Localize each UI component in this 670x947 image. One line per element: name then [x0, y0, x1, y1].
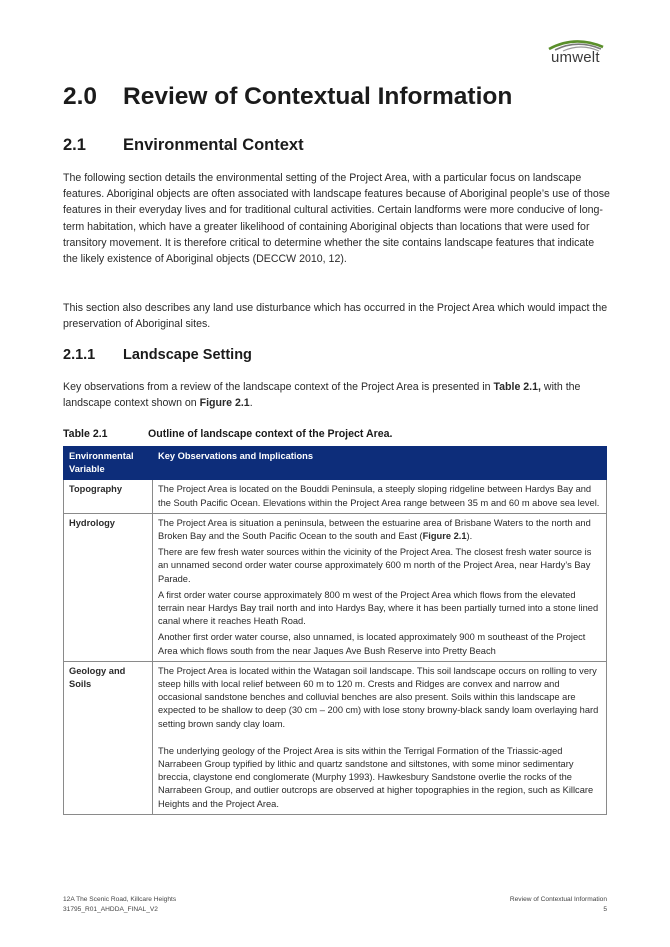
observation-text [158, 517, 601, 543]
subsection-number: 2.1.1 [63, 347, 96, 363]
column-header-variable: Environmental Variable [64, 447, 153, 480]
figure-reference: Figure 2.1 [199, 397, 250, 410]
figure-reference: Figure 2.1 [422, 531, 467, 542]
table-row [64, 480, 607, 513]
subsection-heading [63, 347, 252, 363]
logo-text: umwelt [551, 49, 600, 66]
chapter-heading [63, 83, 512, 111]
row-observations [153, 513, 607, 661]
subsection-title: Landscape Setting [123, 347, 252, 363]
observation-text-end: ). [466, 531, 473, 542]
paragraph-intro [63, 379, 611, 411]
table-header-row [64, 447, 607, 480]
chapter-title: Review of Contextual Information [123, 83, 513, 110]
row-variable: Hydrology [64, 513, 153, 661]
intro-text-end: . [249, 397, 253, 410]
table-caption-number: Table 2.1 [63, 428, 108, 440]
table-row [64, 513, 607, 661]
row-observations [153, 480, 607, 513]
paragraph-land-use: This section also describes any land use disturbance which has occurred in the Project Area which would impact the preservation of Aboriginal sites. [63, 302, 608, 331]
section-title: Environmental Context [123, 136, 304, 154]
table-caption-title: Outline of landscape context of the Project Area. [148, 428, 393, 440]
observation-text: The Project Area is located on the Bouddi Peninsula, a steeply sloping ridgeline between Hardys Bay and the South Pacific Ocean. Elevations within the Project Area range between 35 m and 60 m above sea level. [158, 484, 600, 508]
column-header-observations: Key Observations and Implications [153, 447, 607, 480]
observation-text: There are few fresh water sources within the vicinity of the Project Area. The closest fresh water source is an unnamed second order water course approximately 600 m north of the Project Area, near Hardy’s Bay Parade. [158, 547, 592, 584]
section-number: 2.1 [63, 136, 86, 154]
row-observations [153, 661, 607, 814]
intro-text-middle: with the landscape context shown on [63, 381, 581, 410]
footer-right [510, 895, 607, 915]
section-heading [63, 136, 304, 155]
chapter-number: 2.0 [63, 83, 98, 110]
row-variable: Topography [64, 480, 153, 513]
table-reference: Table 2.1, [493, 381, 541, 393]
intro-text: Key observations from a review of the landscape context of the Project Area is presented in [63, 381, 494, 393]
paragraph-landscape-features: The following section details the environmental setting of the Project Area, with a particular focus on landscape features. Aboriginal objects are often associated with landscape features because of Aboriginal people’s use of those features in their everyday lives and for traditional cultural activities. Certain landforms were more conducive of long-term habitation, which have a greater likelihood of containing Aboriginal objects than locations that were used for transitory movement. It is therefore critical to determine whether the site contains landscape features that indicate the likely existence of Aboriginal objects (DECCW 2010, 12). [63, 172, 610, 266]
footer-document-code: 31795_R01_AHDDA_FINAL_V2 [63, 906, 158, 913]
page-number: 5 [603, 906, 607, 913]
observation-text: Another first order water course, also unnamed, is located approximately 900 m southeast of the Project Area which flows south from the near Jaques Ave Bush Reserve into Pretty Beach [158, 632, 586, 656]
observation-text: The Project Area is located within the Watagan soil landscape. This soil landscape occurs on rolling to very steep hills with local relief between 60 m to 120 m. Crests and Ridges are convex and narrow and occasional sandstone benches and colluvial benches are also present. Soils within this landscape are expected to be shallow to deep (30 cm – 200 cm) with lose stony browny-black sandy loam overlaying hard setting brown sandy clay loam. [158, 665, 599, 729]
landscape-context-table [63, 446, 607, 815]
table-row [64, 661, 607, 814]
table-caption [63, 428, 393, 440]
footer-left [63, 895, 176, 915]
footer-address: 12A The Scenic Road, Killcare Heights [63, 896, 177, 903]
row-variable: Geology and Soils [64, 661, 153, 814]
footer-section-name: Review of Contextual Information [509, 896, 607, 903]
umwelt-logo [545, 36, 609, 68]
observation-text: A first order water course approximately 800 m west of the Project Area which flows from the elevated terrain near Hardys Bay trail north and into Hardys Bay, where it has been partially turned into a stone lined canal where it reaches Heath Road. [158, 589, 599, 627]
observation-text-part: The Project Area is situation a peninsula, between the estuarine area of Brisbane Waters to the north and Broken Bay and the South Pacific Ocean to the south and East ( [158, 517, 591, 542]
observation-text: The underlying geology of the Project Area is sits within the Terrigal Formation of the Triassic-aged Narrabeen Group typified by lithic and quartz sandstone and siltstones, with some minor sedimentary breccia, claystone end conglomerate (Murphy 1993). Hawkesbury Sandstone overlie the rocks of the Narrabeen Group, and outlier outcrops are observed at higher topographies in the region, such as Killcare Heights and the Project Area. [158, 745, 594, 809]
